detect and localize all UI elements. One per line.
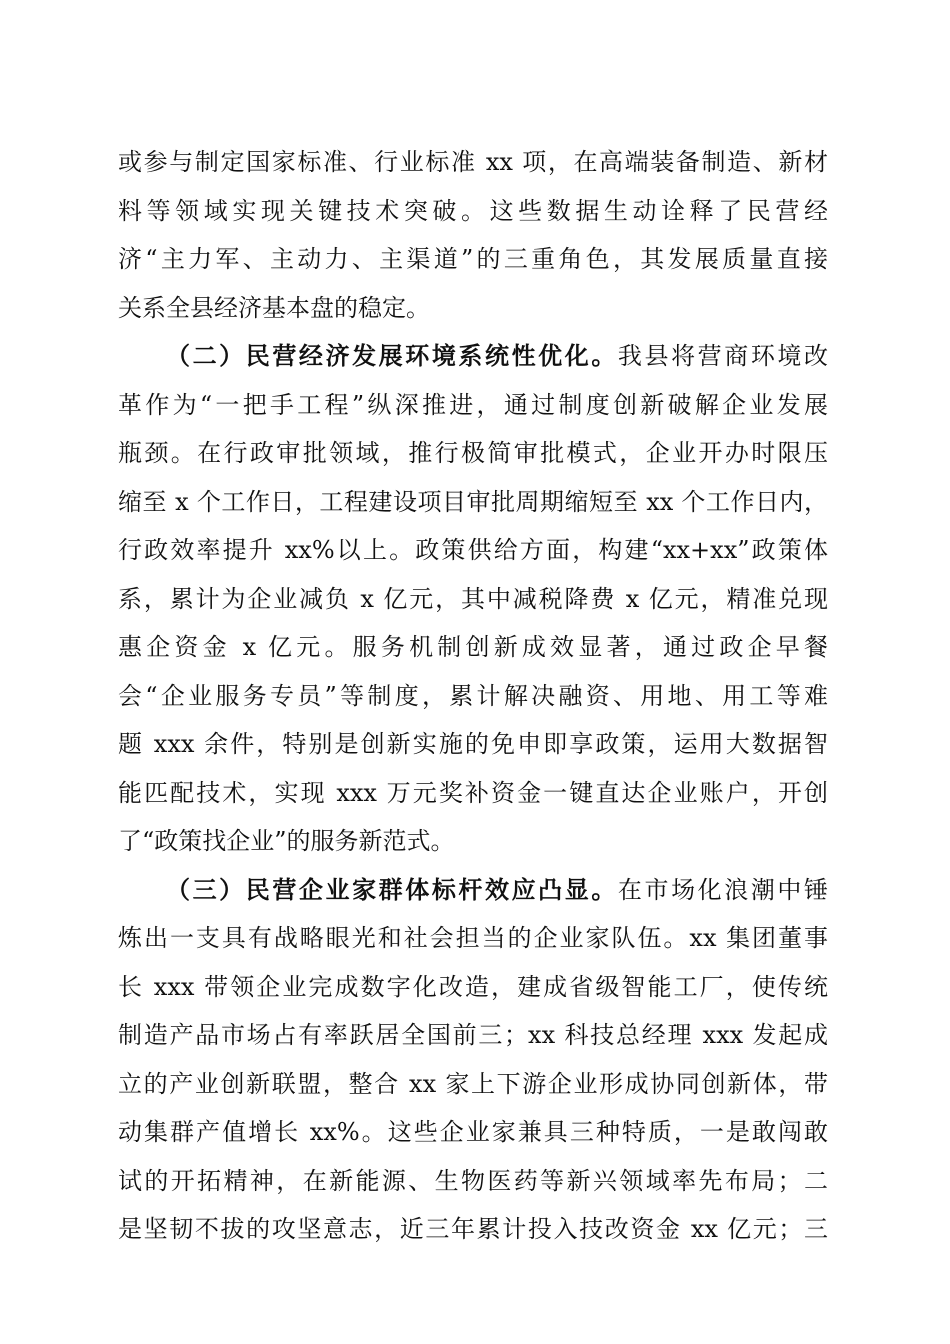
paragraph-3-line: 长 xxx 带领企业完成数字化改造，建成省级智能工厂，使传统 xyxy=(118,972,828,1001)
paragraph-2-line: 瓶颈。在行政审批领域，推行极简审批模式，企业开办时限压 xyxy=(118,439,828,467)
document-body xyxy=(118,138,828,1254)
paragraph-3-line: 立的产业创新联盟，整合 xx 家上下游企业形成协同创新体，带 xyxy=(118,1069,828,1098)
section-heading-3: （三）民营企业家群体标杆效应凸显。 xyxy=(166,874,618,904)
paragraph-3-heading-tail: 在市场化浪潮中锤 xyxy=(617,875,829,904)
paragraph-3-line: 动集群产值增长 xx%。这些企业家兼具三种特质，一是敢闯敢 xyxy=(118,1118,828,1146)
paragraph-2-line: 行政效率提升 xx%以上。政策供给方面，构建“xx+xx”政策体 xyxy=(118,536,828,564)
paragraph-3-first-line xyxy=(118,866,828,915)
paragraph-2-line: 缩至 x 个工作日，工程建设项目审批周期缩短至 xx 个工作日内， xyxy=(118,487,828,516)
paragraph-3-line: 试的开拓精神，在新能源、生物医药等新兴领域率先布局；二 xyxy=(118,1166,828,1195)
paragraph-2-line: 能匹配技术，实现 xxx 万元奖补资金一键直达企业账户，开创 xyxy=(118,778,828,807)
paragraph-1-line: 济“主力军、主动力、主渠道”的三重角色，其发展质量直接 xyxy=(118,245,828,273)
paragraph-2-first-line xyxy=(118,332,828,381)
paragraph-2-line: 革作为“一把手工程”纵深推进，通过制度创新破解企业发展 xyxy=(118,390,828,419)
paragraph-1-line: 料等领域实现关键技术突破。这些数据生动诠释了民营经 xyxy=(118,196,828,225)
paragraph-2-heading-tail: 我县将营商环境改 xyxy=(617,342,829,370)
paragraph-3-line: 是坚韧不拔的攻坚意志，近三年累计投入技改资金 xx 亿元；三 xyxy=(118,1215,828,1243)
paragraph-2-line: 题 xxx 余件，特别是创新实施的免申即享政策，运用大数据智 xyxy=(118,730,828,758)
paragraph-1-line: 关系全县经济基本盘的稳定。 xyxy=(118,293,430,322)
paragraph-2-line: 系，累计为企业减负 x 亿元，其中减税降费 x 亿元，精准兑现 xyxy=(118,584,828,613)
paragraph-2-line: 会“企业服务专员”等制度，累计解决融资、用地、用工等难 xyxy=(118,681,828,710)
paragraph-3-line: 制造产品市场占有率跃居全国前三；xx 科技总经理 xxx 发起成 xyxy=(118,1021,828,1049)
paragraph-3-line: 炼出一支具有战略眼光和社会担当的企业家队伍。xx 集团董事 xyxy=(118,924,828,952)
paragraph-1-line: 或参与制定国家标准、行业标准 xx 项，在高端装备制造、新材 xyxy=(118,148,828,176)
paragraph-2-line: 惠企资金 x 亿元。服务机制创新成效显著，通过政企早餐 xyxy=(118,633,828,661)
paragraph-2-line: 了“政策找企业”的服务新范式。 xyxy=(118,827,455,855)
section-heading-2: （二）民营经济发展环境系统性优化。 xyxy=(166,341,618,370)
